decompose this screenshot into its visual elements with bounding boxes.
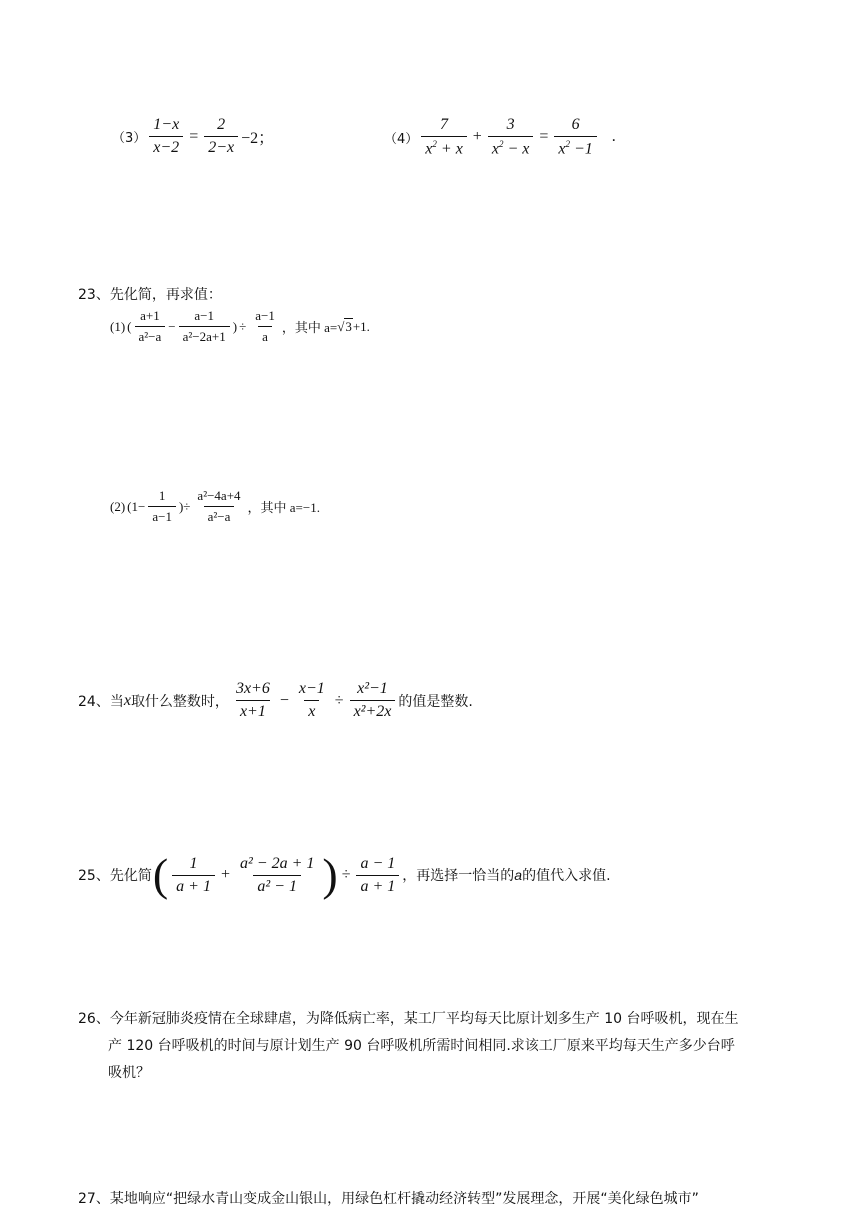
q22-item3-frac-rhs: $\frac{2}{2-x}$ <box>204 116 238 157</box>
q25: 25、先化简 ( $\frac{1}{a + 1}$ + $\frac{\text{a² − 2a + 1}}{\text{a² − 1}}$ ) ÷ $\frac{a - 1}{a + 1}$ ，再选择一恰当的 a 的值代入求值. <box>78 849 611 900</box>
q23-p1-frac3: $\frac{a-1}{a}$ <box>255 308 275 344</box>
q23-title: 23、先化简，再求值： <box>78 287 222 303</box>
q24-frac1: $\frac{3x+6}{x+1}$ <box>235 680 270 720</box>
q22-item3-frac-lhs: $\frac{1-x}{x-2}$ <box>149 116 183 157</box>
q23-part1: (1) ( $\frac{a+1}{\text{a²−a}}$ − $\frac{a-1}{\text{a²−2a+1}}$ ) ÷ $\frac{a-1}{a}$ ，其中 a= √3 +1. <box>110 308 370 344</box>
q22-item4-label: （4） <box>384 131 419 147</box>
q27: 27、某地响应“把绿水青山变成金山银山，用绿色杠杆撬动经济转型”发展理念，开展“美化绿色城市” <box>78 1191 699 1207</box>
q23-p1-frac2: $\frac{a-1}{\text{a²−2a+1}}$ <box>179 308 230 345</box>
q24-frac2: $\frac{x-1}{x}$ <box>298 680 325 720</box>
q25-frac2: $\frac{\text{a² − 2a + 1}}{\text{a² − 1}}$ <box>239 854 315 895</box>
q23-p2-frac1: $\frac{1}{a-1}$ <box>148 488 176 525</box>
q22-item4-frac2: $\frac{3}{x^2 - x}$ <box>488 116 534 158</box>
q24-frac3: $\frac{\text{x²−1}}{\text{x²+2x}}$ <box>350 680 396 721</box>
q22-item3: （3） $\frac{1-x}{x-2}$ = $\frac{2}{2-x}$ −2； <box>112 116 275 156</box>
q22-item3-label: （3） <box>112 131 147 146</box>
q25-frac1: $\frac{1}{a + 1}$ <box>172 855 215 896</box>
q23-p2-frac2: $\frac{\text{a²−4a+4}}{\text{a²−a}}$ <box>197 488 241 524</box>
q24: 24、当 x 取什么整数时， $\frac{3x+6}{x+1}$ − $\frac{x-1}{x}$ ÷ $\frac{\text{x²−1}}{\text{x²+2x}}$ 的值是整数. <box>78 680 473 720</box>
q23-part2: (2) (1− $\frac{1}{a-1}$ )÷ $\frac{\text{a²−4a+4}}{\text{a²−a}}$ ，其中 a=−1. <box>110 488 320 524</box>
q22-item4: （4） $\frac{7}{x^2 + x}$ + $\frac{3}{x^2 - x}$ = $\frac{6}{x^2 -1}$ . <box>384 116 616 158</box>
q23-p1-frac1: $\frac{a+1}{\text{a²−a}}$ <box>135 308 166 345</box>
q22-item4-frac3: $\frac{6}{x^2 -1}$ <box>554 116 596 158</box>
q25-frac3: $\frac{a - 1}{a + 1}$ <box>356 855 399 896</box>
q26: 26、今年新冠肺炎疫情在全球肆虐，为降低病亡率，某工厂平均每天比原计划多生产 10 台呼吸机，现在生 产 120 台呼吸机的时间与原计划生产 90 台呼吸机所需时间相同.求该工厂原来平均每天生产多少台呼 吸机？ <box>78 1011 739 1081</box>
q22-item4-frac1: $\frac{7}{x^2 + x}$ <box>421 116 467 158</box>
q22-item3-tail: −2； <box>241 130 275 147</box>
